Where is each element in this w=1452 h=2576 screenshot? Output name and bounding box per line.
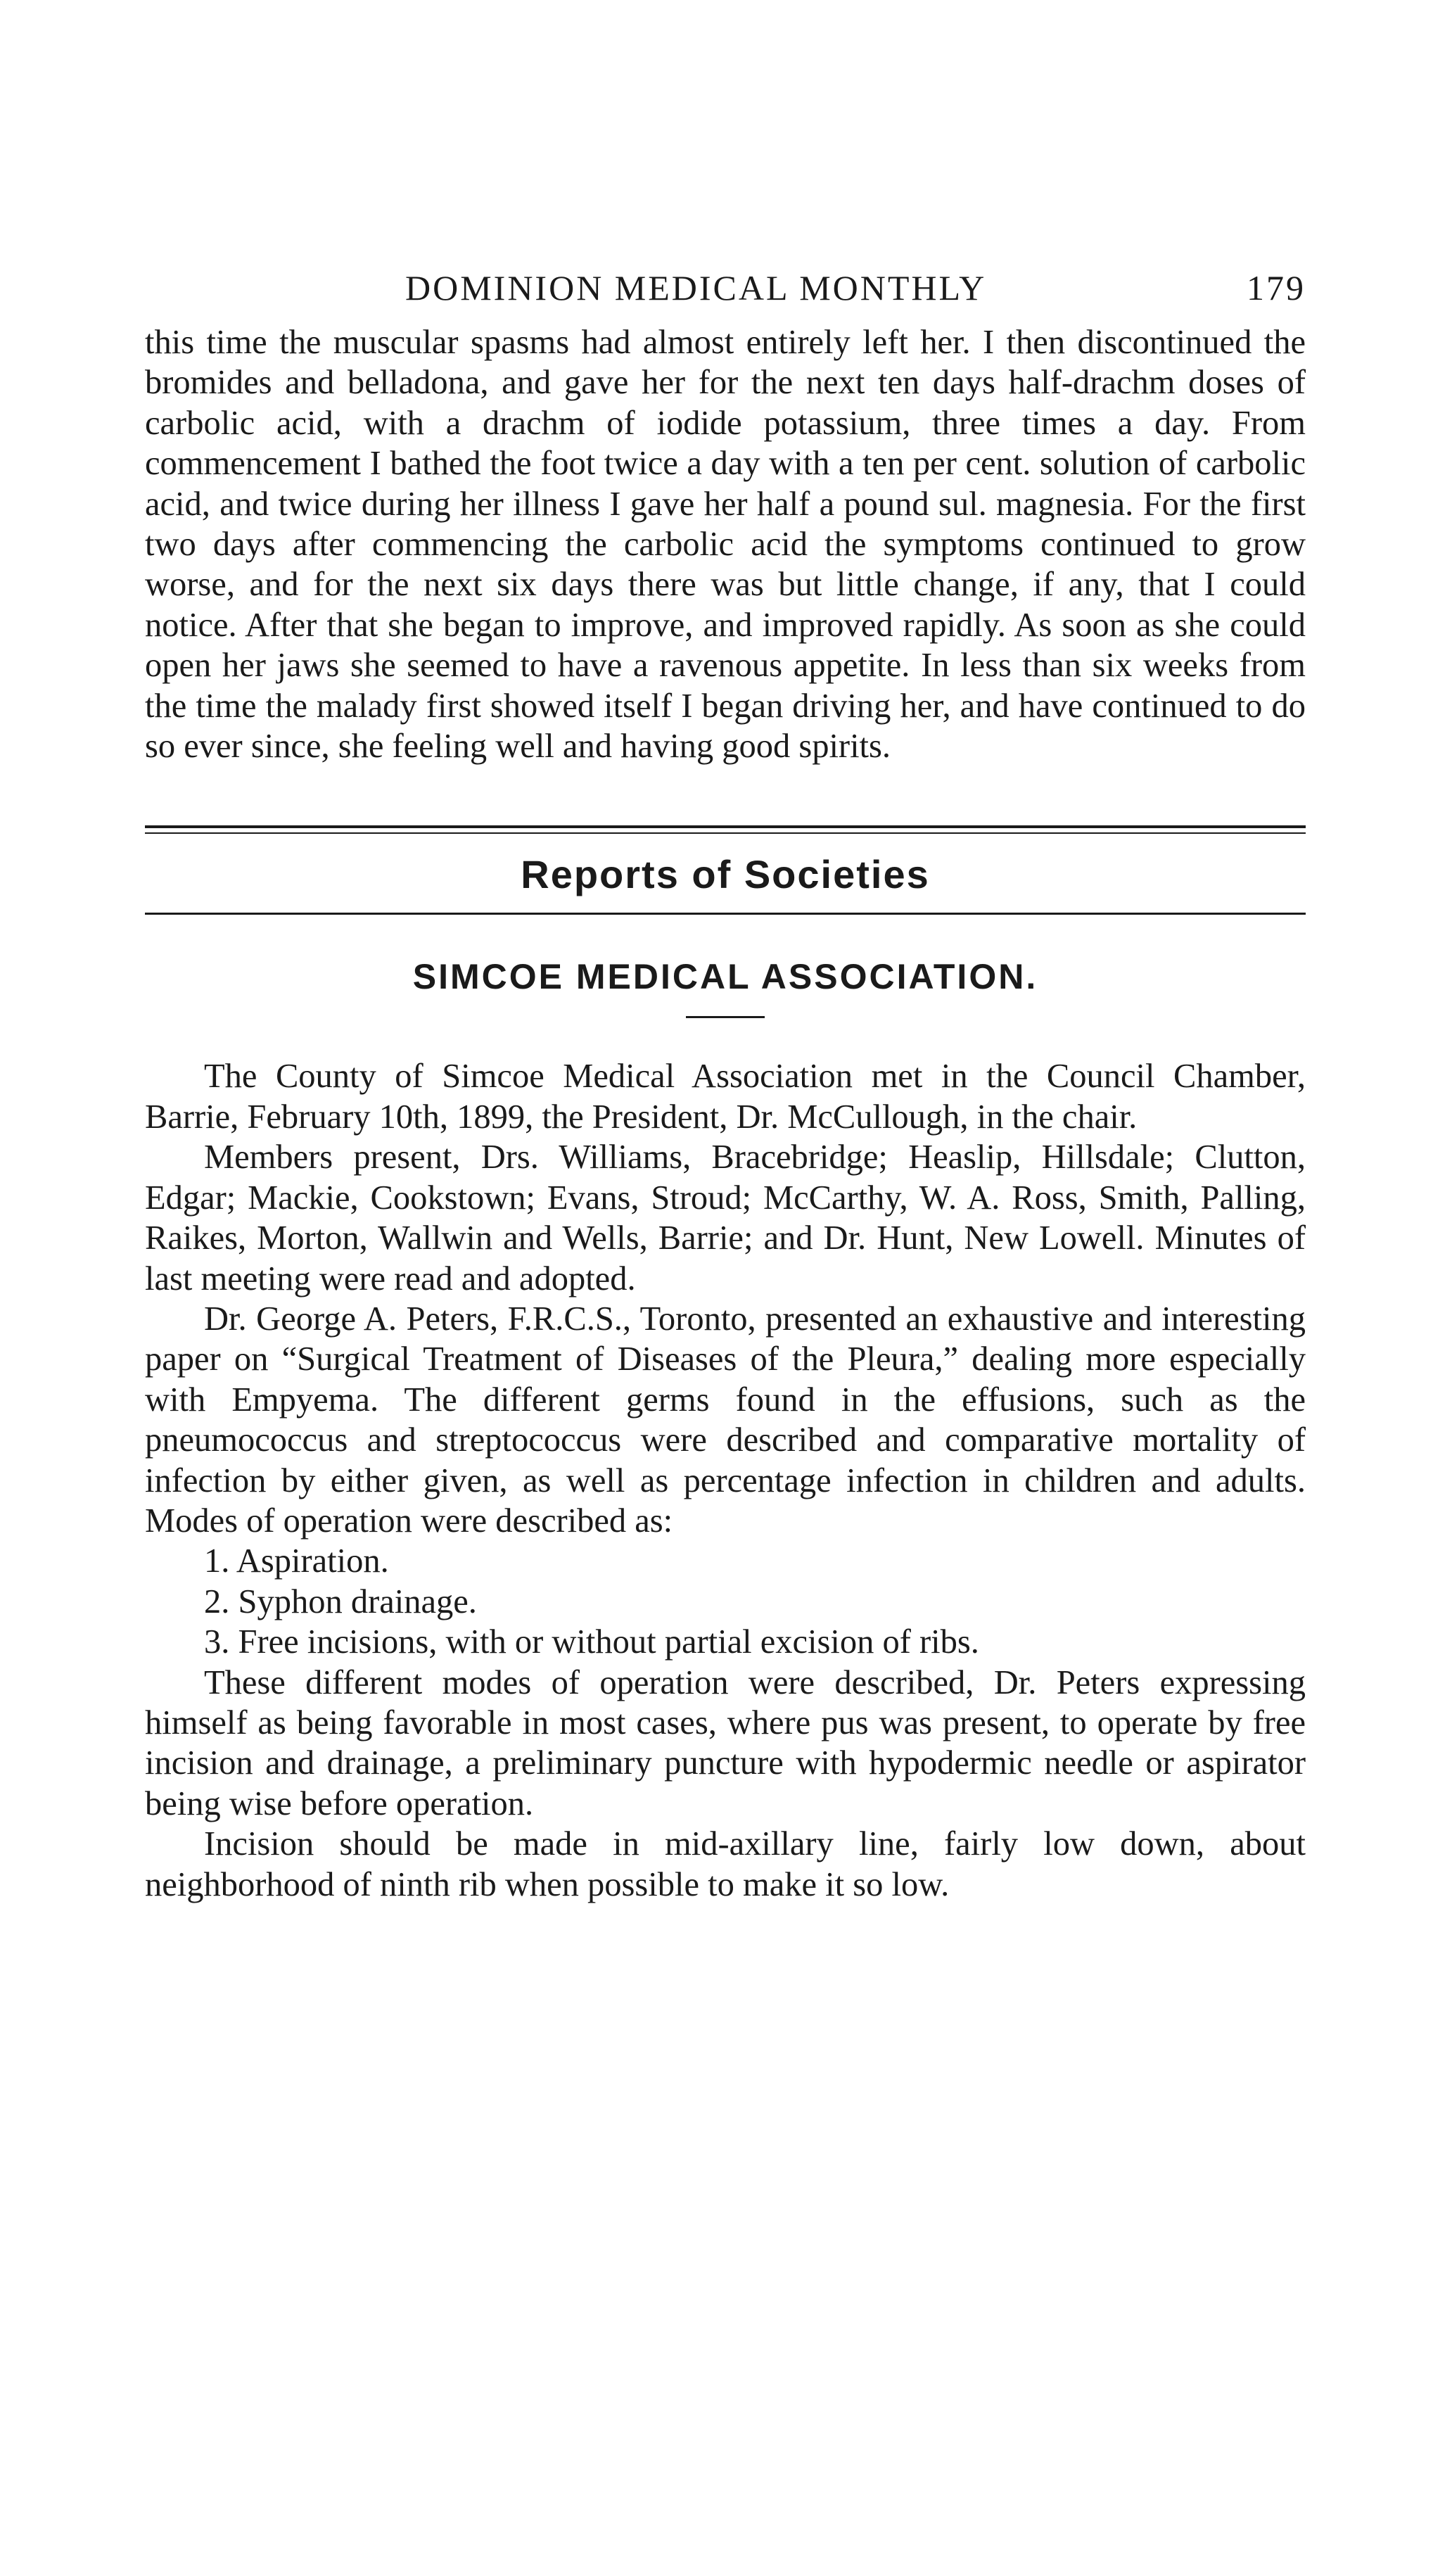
short-rule-divider — [686, 1016, 765, 1018]
association-heading: SIMCOE MEDICAL ASSOCIATION. — [412, 957, 1038, 997]
rule-divider — [145, 913, 1306, 915]
page-number: 179 — [1247, 268, 1306, 307]
report-paragraph-meeting: The County of Simcoe Medical Association met in the Council Chamber, Barrie, February 10th, 1899, the President, Dr. McCullough, in the chair. — [145, 1058, 1306, 1136]
double-rule-divider — [145, 825, 1306, 834]
running-header — [145, 267, 1306, 312]
report-body — [145, 1056, 1306, 1905]
journal-page — [145, 267, 1306, 1905]
report-paragraph-paper: Dr. George A. Peters, F.R.C.S., Toronto, presented an exhaustive and interesting paper on “Surgical Treatment of Diseases of the Pleura,” dealing more especially with Empyema. The different germs found in the effusions, such as the pneumococcus and streptococcus were described and comparative mortality of infection by either given, as well as percentage infection in children and adults. Modes of operation were described as: — [145, 1300, 1306, 1540]
list-item-free-incisions: 3. Free incisions, with or without partial excision of ribs. — [204, 1623, 979, 1661]
section-heading: Reports of Societies — [521, 852, 930, 897]
report-paragraph-members: Members present, Drs. Williams, Bracebridge; Heaslip, Hillsdale; Clutton, Edgar; Mackie, Cookstown; Evans, Stroud; McCarthy, W. A. Ross, Smith, Palling, Raikes, Morton, Wallwin and Wells, Barrie; and Dr. Hunt, New Lowell. Minutes of last meeting were read and adopted. — [145, 1138, 1306, 1297]
opening-paragraph: this time the muscular spasms had almost entirely left her. I then discontinued the bromides and belladona, and gave her for the next ten days half-drachm doses of carbolic acid, with a drachm of iodide potassium, three times a day. From commencement I bathed the foot twice a day with a ten per cent. solution of carbolic acid, and twice during her illness I gave her half a pound sul. magnesia. For the first two days after commencing the carbolic acid the symptoms continued to grow worse, and for the next six days there was but little change, if any, that I could notice. After that she began to improve, and improved rapidly. As soon as she could open her jaws she seemed to have a ravenous appetite. In less than six weeks from the time the malady first showed itself I began driving her, and have continued to do so ever since, she feeling well and having good spirits. — [145, 324, 1306, 766]
report-paragraph-modes: These different modes of operation were described, Dr. Peters expressing himself as being favorable in most cases, where pus was present, to operate by free incision and drainage, a preliminary puncture with hypodermic needle or aspirator being wise before operation. — [145, 1663, 1306, 1822]
journal-title: DOMINION MEDICAL MONTHLY — [405, 268, 987, 307]
list-item-aspiration: 1. Aspiration. — [204, 1542, 389, 1580]
list-item-syphon-drainage: 2. Syphon drainage. — [204, 1582, 477, 1620]
report-paragraph-incision: Incision should be made in mid-axillary line, fairly low down, about neighborhood of ninth rib when possible to make it so low. — [145, 1825, 1306, 1903]
